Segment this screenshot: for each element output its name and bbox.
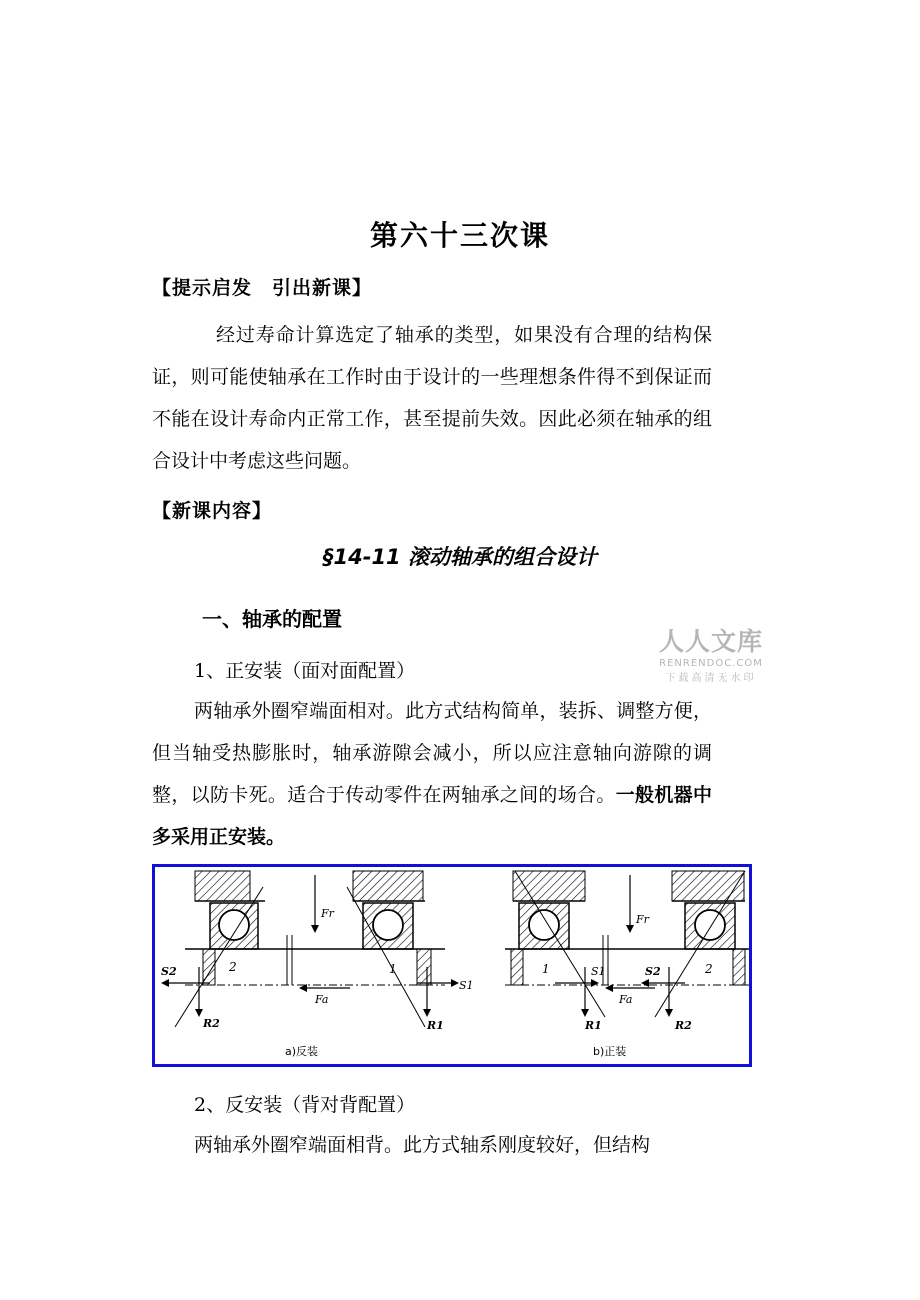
item1-text: 两轴承外圈窄端面相对。此方式结构简单，装拆、调整方便，但当轴受热膨胀时，轴承游隙会减小，所以应注意轴向游隙的调整，以防卡死。适合于传动零件在两轴承之间的场合。: [152, 700, 712, 806]
subheading-bearing-arrangement: 一、轴承的配置: [202, 607, 342, 631]
caption-a: a)反装: [285, 1045, 319, 1058]
watermark-tagline: 下载高清无水印: [665, 673, 757, 684]
bearing-arrangement-figure: [152, 864, 752, 1067]
page-title: 第六十三次课: [369, 219, 550, 252]
watermark-url: RENRENDOC.COM: [659, 658, 763, 669]
item1-paragraph: [152, 690, 712, 858]
heading-intro: 【提示启发 引出新课】: [152, 277, 373, 299]
bearing-ball-1-a: [373, 910, 403, 940]
bearing-diagram-svg: [155, 867, 749, 1064]
label-s2-b: S2: [645, 965, 661, 978]
bearing-number-2-b: 2: [705, 962, 713, 976]
bearing-number-1-b: 1: [542, 962, 550, 976]
item1-title: 1、正安装（面对面配置）: [194, 660, 416, 682]
item1-bold-text: 一般机器中多采用正安装。: [152, 784, 712, 848]
label-s1-b: S1: [591, 965, 606, 978]
heading-content: 【新课内容】: [152, 500, 273, 522]
label-s2-a: S2: [161, 965, 177, 978]
diagram-a: [161, 871, 474, 1058]
label-fa-a: Fa: [315, 993, 329, 1006]
caption-b: b)正装: [593, 1045, 627, 1058]
diagram-b: [505, 871, 749, 1058]
housing-hatch-right-a: [353, 871, 423, 901]
label-r2-b: R2: [675, 1019, 692, 1032]
label-r2-a: R2: [203, 1017, 220, 1030]
label-fr-b: Fr: [636, 913, 649, 926]
bearing-ball-2-a: [219, 910, 249, 940]
intro-paragraph: 经过寿命计算选定了轴承的类型，如果没有合理的结构保证，则可能使轴承在工作时由于设计的一些理想条件得不到保证而不能在设计寿命内正常工作，甚至提前失效。因此必须在轴承的组合设计中考虑这些问题。: [152, 324, 712, 472]
item2-title: 2、反安装（背对背配置）: [194, 1094, 416, 1116]
housing-hatch-right-b: [672, 871, 744, 901]
watermark-logo-text: 人人文库: [658, 627, 763, 656]
section-title: §14-11 滚动轴承的组合设计: [323, 545, 597, 569]
housing-hatch-left-a: [195, 871, 250, 901]
bearing-number-2-a: 2: [229, 960, 237, 974]
item2-paragraph: 两轴承外圈窄端面相背。此方式轴系刚度较好，但结构: [194, 1134, 651, 1156]
label-fr-a: Fr: [321, 907, 334, 920]
label-r1-a: R1: [427, 1019, 444, 1032]
watermark: [650, 622, 772, 684]
label-r1-b: R1: [585, 1019, 602, 1032]
bearing-number-1-a: 1: [389, 962, 397, 976]
label-s1-a: S1: [459, 979, 474, 992]
bearing-ball-2-b: [695, 910, 725, 940]
label-fa-b: Fa: [619, 993, 633, 1006]
